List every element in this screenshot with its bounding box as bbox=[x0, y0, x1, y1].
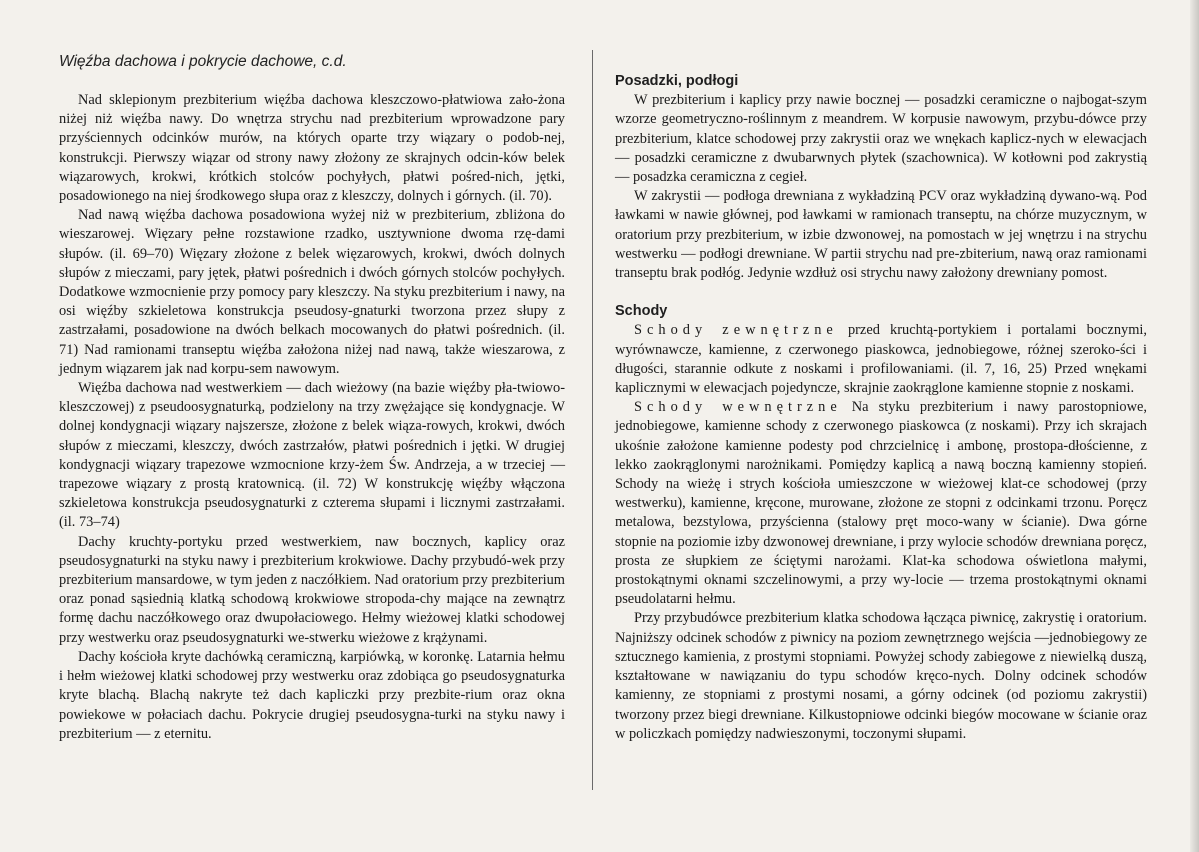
paragraph-roof-nave: Nad nawą więźba dachowa posadowiona wyżej niż w prezbiterium, zbliżona do wieszarowej. Więzary pełne rozstawione rzadko, usztywnione dwoma rzę-dami słupów. (il. 69–70) Więzary złożone z belek więzarowych, krokwi, dwóch dolnych słupów z mieczami, pary jętek, płatwi pośrednich i dwóch górnych stolców pochyłych. Dodatkowe wzmocnienie przy pomocy pary kleszczy. Na styku prezbiterium i nawy, na osi więźby szkieletowa konstrukcja pseudosy-gnaturki tworzona przez słupy z zastrzałami, posadowione na dwóch belkach mocowanych do płatwi pośrednich. (il. 71) Nad ramionami transeptu więźba założona niżej nad nawą, także wieszarowa, z jednym wiązarem jak nad korpu-sem nawowym. bbox=[59, 207, 565, 377]
paragraph-roof-types: Dachy kruchty-portyku przed westwerkiem, naw bocznych, kaplicy oraz pseudosygnaturki na styku nawy i prezbiterium krokwiowe. Dachy przybudó-wek przy prezbiterium mansardowe, w tym jeden z naczółkiem. Nad oratorium przy prezbiterium oraz ponad sąsiednią klatką schodową krokwiowe stropoda-chy mające na zewnątrz formę dachu naczółkowego oraz dwupołaciowego. Hełmy wieżowej klatki schodowej przy westwerku oraz pseudosygnaturki we-stwerku wieżowe z krążynami. bbox=[59, 533, 565, 646]
paragraph-roof-presbytery: Nad sklepionym prezbiterium więźba dachowa kleszczowo-płatwiowa zało-żona niżej niż więźba nawy. Do wnętrza strychu nad prezbiterium wprowadzone pary przyściennych odcinków murów, na których oparte trzy wiązary o podob-nej, konstrukcji. Pierwszy wiązar od strony nawy złożony ze skrajnych odcin-ków belek wiązarowych, krokwi, krótkich stolców pochyłych, płatwi pośred-nich, jętki, posadowionego na niej środkowego słupa oraz z kleszczy, dolnych i górnych. (il. 70). bbox=[59, 92, 565, 205]
spaced-lead-internal: Schody wewnętrzne bbox=[634, 399, 842, 416]
column-divider bbox=[592, 50, 593, 790]
spaced-lead-external: Schody zewnętrzne bbox=[634, 322, 838, 339]
page-title: Więźba dachowa i pokrycie dachowe, c.d. bbox=[59, 53, 347, 70]
paragraph-roof-westwork: Więźba dachowa nad westwerkiem — dach wieżowy (na bazie więźby pła-twiowo-kleszczowej) z pseudoosygnaturką, podzielony na trzy zwężające się kondygnacje. W dolnej kondygnacji wiązary najszersze, złożone z belek wiąza-rowych, krokwi, dwóch słupów z mieczami, kleszczy, dwóch zastrzałów, płatwi pośrednich i jętki. W drugiej kondygnacji wiązary trapezowe wzmocnione krzy-żem Św. Andrzeja, a w trzeciej — trapezowe wiązary z prostą kratownicą. (il. 72) W konstrukcję więźby włączona szkieletowa konstrukcja pseudosygnaturki z czterema słupami i licznymi zastrzałami. (il. 73–74) bbox=[59, 380, 565, 531]
section-heading-floors: Posadzki, podłogi bbox=[615, 73, 739, 89]
paragraph-floors-wooden: W zakrystii — podłoga drewniana z wykładziną PCV oraz wykładziną dywano-wą. Pod ławkami w nawie głównej, pod ławkami w ramionach transeptu, na chórze muzycznym, w oratorium przy prezbiterium, w izbie dzwonowej, na pomostach w jej wnętrzu i na strychu westwerku — podłogi drewniane. W partii strychu nad pre-zbiterium, nawą oraz ramionami transeptu brak podłóg. Jedynie wzdłuż osi strychu nawy założony drewniany pomost. bbox=[615, 188, 1147, 282]
section-heading-stairs: Schody bbox=[615, 303, 668, 320]
stairs-external-text: przed kruchtą-portykiem i portalami bocznymi, wyrównawcze, kamienne, z czerwonego piaskowca, jednobiegowe, różnej szeroko-ści i długości, starannie odkute z noskami i profilowaniami. (il. 7, 16, 25) Przed wnękami kaplicznymi w elewacjach pojedyncze, skrajnie zaokrąglone kamienne stopnie z noskami. bbox=[615, 322, 1147, 397]
paragraph-stairs-annex: Przy przybudówce prezbiterium klatka schodowa łącząca piwnicę, zakrystię i oratorium. Najniższy odcinek schodów z piwnicy na poziom zewnętrznego wejścia —jednobiegowy ze sztucznego kamienia, z prostymi stopniami. Powyżej schody zabiegowe z niewielką duszą, kształtowane w nawiązaniu do typu schodów kręco-nych. Dolny odcinek schodów kamienny, ze stopniami z prostymi nosami, a górny odcinek (od poziomu zakrystii) tworzony przez biegi drewniane. Kilkustopniowe odcinki biegów mocowane w ścianie oraz w policzkach pomiędzy nadwieszonymi, toczonymi słupami. bbox=[615, 610, 1147, 742]
scan-edge bbox=[1190, 0, 1199, 852]
right-column bbox=[615, 72, 1147, 744]
paragraph-stairs-internal bbox=[615, 398, 1147, 609]
paragraph-roof-covering: Dachy kościoła kryte dachówką ceramiczną, karpiówką, w koronkę. Latarnia hełmu i hełm wieżowej klatki schodowej przy westwerku oraz zdobiąca go pseudosygnaturka kryte blachą. Blachą nakryte też dach kapliczki przy prezbite-rium oraz okna powiekowe w połaciach dachu. Pokrycie drugiej pseudosygna-turki na styku nawy i prezbiterium — z eternitu. bbox=[59, 648, 565, 742]
left-column bbox=[59, 91, 565, 744]
paragraph-stairs-external bbox=[615, 321, 1147, 398]
stairs-internal-text: Na styku prezbiterium i nawy parostopniowe, jednobiegowe, kamienne schody z czerwonego piaskowca (z noskami). Przy ich skrajach ukośnie założone kamienne podesty pod chrzcielnicę i ambonę, prostopa-dłościenne, z lekko zaokrąglonymi narożnikami. Pomiędzy kaplicą a nawą boczną kamienny stopień. Schody na wieżę i strych kościoła umieszczone w wieżowej klat-ce schodowej (przy westwerku), kamienne, kręcone, murowane, złożone ze stopni z odcinkami trzonu. Poręcz metalowa, bezstylowa, przyścienna (stalowy pręt moco-wany w ścianie). Dwa górne stopnie na poziomie izby dzwonowej drewniane, i przy wylocie schodów drewniana poręcz, prosta ze słupkiem ze ściętymi narożami. Klat-ka schodowa oświetlona małymi, prostokątnymi oknami szczelinowymi, a przy wy-locie — trzema prostokątnymi oknami pseudolatarni hełmu. bbox=[615, 399, 1147, 608]
paragraph-floors-ceramic: W prezbiterium i kaplicy przy nawie bocznej — posadzki ceramiczne o najbogat-szym wzorze geometryczno-roślinnym z meandrem. W korpusie nawowym, przybu-dówce przy prezbiterium, klatce schodowej przy zakrystii oraz we wnękach kaplicz-nych w elewacjach — posadzki ceramiczne z dwubarwnych płytek (szachownica). W kotłowni pod zakrystią — posadzka ceramiczna z cegieł. bbox=[615, 92, 1147, 186]
